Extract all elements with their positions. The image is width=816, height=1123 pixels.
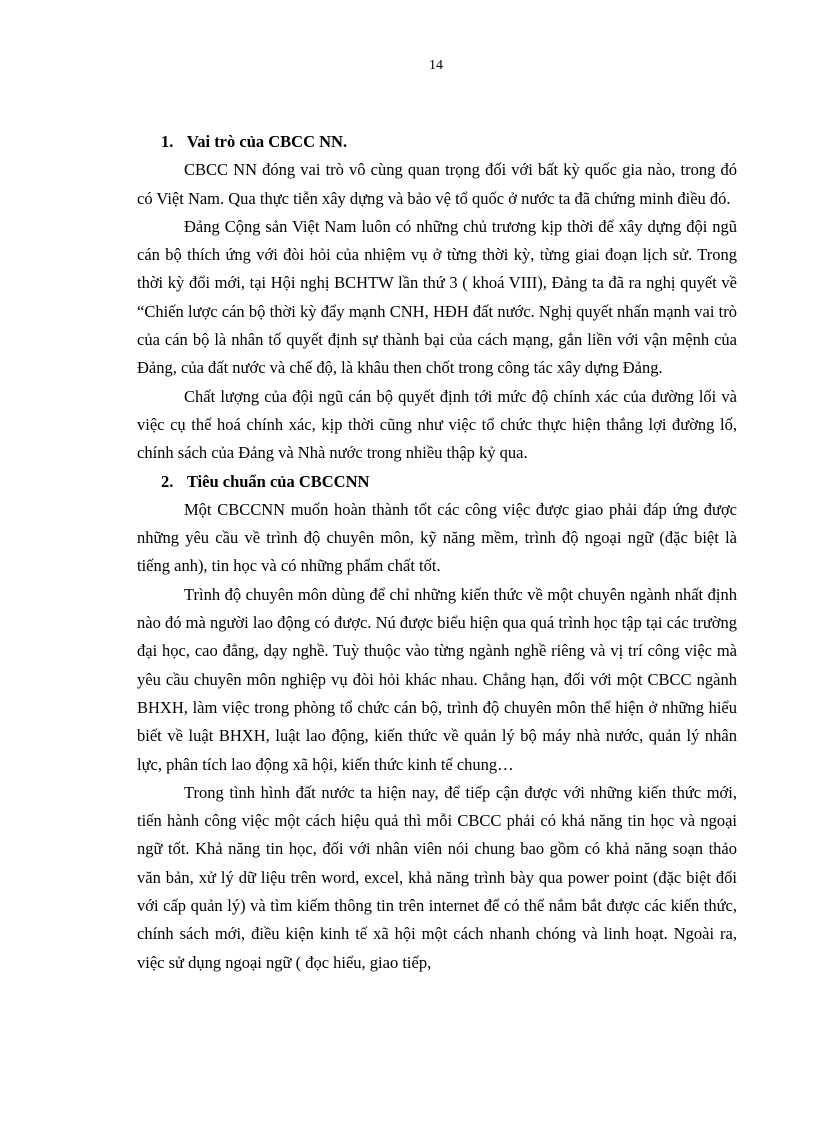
page-number: 14 xyxy=(429,58,443,73)
section-heading xyxy=(137,128,737,156)
paragraph: Trình độ chuyên môn dùng để chỉ những kiến thức về một chuyên ngành nhất định nào đó mà người lao động có được. Nú được biểu hiện qua quá trình học tập tại các trường đại học, cao đẳng, dạy nghề. Tuỳ thuộc vào từng ngành nghề riêng và vị trí công việc mà yêu cầu chuyên môn nghiệp vụ đòi hỏi khác nhau. Chẳng hạn, đối với một CBCC ngành BHXH, làm việc trong phòng tổ chức cán bộ, trình độ chuyên môn thể hiện ở những hiểu biết về luật BHXH, luật lao động, kiến thức về quản lý bộ máy nhà nước, quản lý nhân lực, phân tích lao động xã hội, kiến thức kinh tế chung… xyxy=(137,584,737,774)
document-body xyxy=(137,128,737,977)
paragraph: Đảng Cộng sản Việt Nam luôn có những chủ trương kịp thời để xây dựng đội ngũ cán bộ thích ứng với đòi hỏi của nhiệm vụ ở từng thời kỳ, từng giai đoạn lịch sử. Trong thời kỳ đổi mới, tại Hội nghị BCHTW lần thứ 3 ( khoá VIII), Đảng ta đã ra nghị quyết về “Chiến lược cán bộ thời kỳ đẩy mạnh CNH, HĐH đất nước. Nghị quyết nhấn mạnh vai trò của cán bộ là nhân tố quyết định sự thành bại của cách mạng, gắn liền với vận mệnh của Đảng, của đất nước và chế độ, là khâu then chốt trong công tác xây dựng Đảng. xyxy=(137,216,737,378)
paragraph: Một CBCCNN muốn hoàn thành tốt các công việc được giao phải đáp ứng được những yêu cầu về trình độ chuyên môn, kỹ năng mềm, trình độ ngoại ngữ (đặc biệt là tiếng anh), tin học và có những phẩm chất tốt. xyxy=(137,499,737,576)
paragraph: Trong tình hình đất nước ta hiện nay, để tiếp cận được với những kiến thức mới, tiến hành công việc một cách hiệu quả thì mỗi CBCC phải có khả năng tin học và ngoại ngữ tốt. Khả năng tin học, đối với nhân viên nói chung bao gồm có khả năng soạn thảo văn bản, xử lý dữ liệu trên word, excel, khả năng trình bày qua power point (đặc biệt đối với cấp quản lý) và tìm kiếm thông tin trên internet để có thể nắm bắt được các kiến thức, chính sách mới, điều kiện kinh tế xã hội một cách nhanh chóng và linh hoạt. Ngoài ra, việc sử dụng ngoại ngữ ( đọc hiểu, giao tiếp, xyxy=(137,782,737,972)
section-title: Vai trò của CBCC NN. xyxy=(186,132,348,151)
section-number: 2. xyxy=(161,471,174,491)
section-heading xyxy=(137,468,737,496)
paragraph: Chất lượng của đội ngũ cán bộ quyết định tới mức độ chính xác của đường lối và việc cụ thể hoá chính xác, kịp thời cũng như việc tổ chức thực hiện thắng lợi đường lố, chính sách của Đảng và Nhà nước trong nhiều thập kỷ qua. xyxy=(137,386,737,463)
section-number: 1. xyxy=(161,132,174,151)
section-title: Tiêu chuẩn của CBCCNN xyxy=(186,471,370,491)
paragraph: CBCC NN đóng vai trò vô cùng quan trọng đối với bất kỳ quốc gia nào, trong đó có Việt Nam. Qua thực tiễn xây dựng và bảo vệ tổ quốc ở nước ta đã chứng minh điều đó. xyxy=(137,160,737,208)
